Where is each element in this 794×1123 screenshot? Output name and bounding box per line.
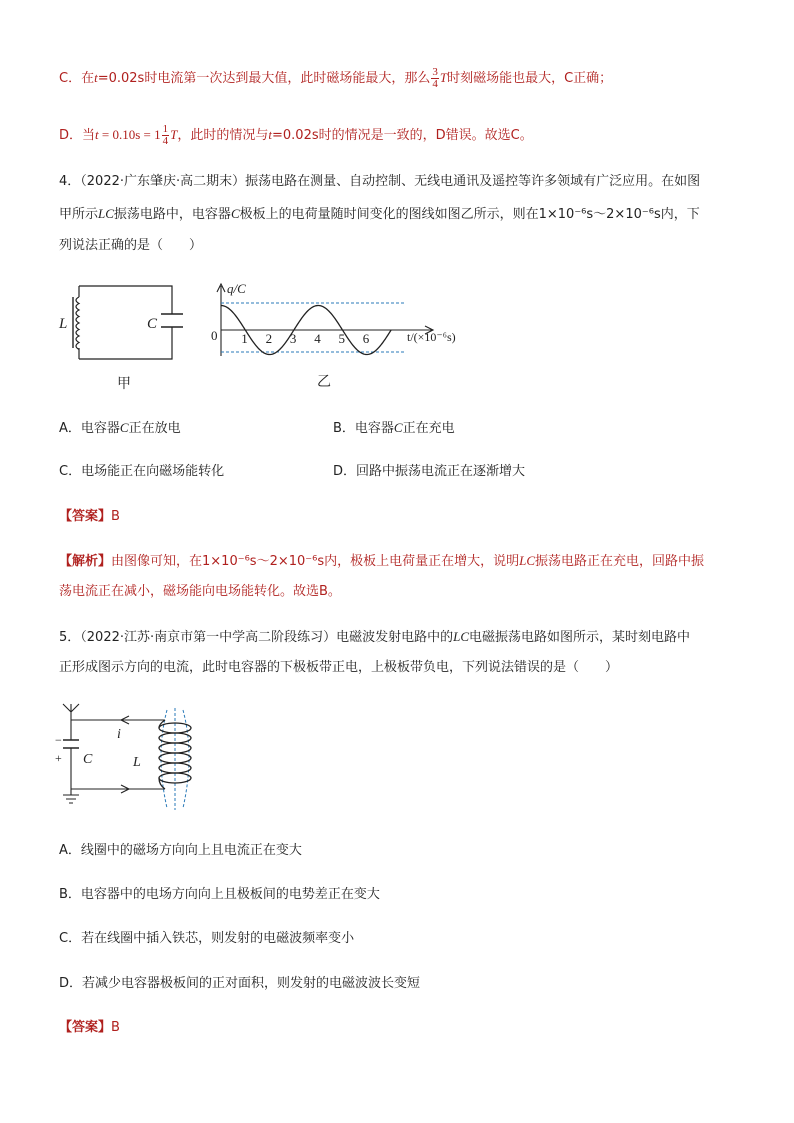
q5-option-a[interactable]: A．线圈中的磁场方向向上且电流正在变大 [59,843,302,858]
q4-answer: 【答案】B [59,509,120,524]
q4-option-b[interactable]: B．电容器C正在充电 [333,420,455,436]
current-label-i: i [117,727,121,742]
q4-figure-yi-q-t-graph [205,278,475,396]
fraction-one-quarter: $\frac{1}{4}$ [162,123,169,147]
y-axis-label: q/C [227,281,246,296]
inductor-coil [76,297,79,350]
x-tick-label-6: 6 [362,331,370,346]
explanation-option-d: D．当t = 0.10s = 1 $\frac{1}{4}$ T，此时的情况与t=0.02s时的情况是一致的，D错误。故选C。 [59,123,533,147]
q4-option-a[interactable]: A．电容器C正在放电 [59,420,181,436]
figure-caption-jia: 甲 [117,377,131,392]
fraction-three-quarters: $\frac{3}{4}$ [432,66,438,90]
q5-inductor-label: L [133,755,141,770]
q4-option-c[interactable]: C．电场能正在向磁场能转化 [59,464,225,479]
q5-option-b[interactable]: B．电容器中的电场方向向上且极板间的电势差正在变大 [59,887,380,902]
q4-analysis-line2: 荡电流正在减小，磁场能向电场能转化。故选B。 [59,584,341,599]
capacitor-label: C [147,316,158,332]
figure-caption-yi: 乙 [317,375,331,390]
plus-sign: + [55,751,62,765]
q4-figure-jia-lc-circuit [55,280,185,395]
q5-figure-antenna-circuit [55,700,215,815]
q5-stem-line2: 正形成图示方向的电流，此时电容器的下极板带正电，上极板带负电，下列说法错误的是（ ） [59,660,619,675]
q4-stem-line1: 4．（2022·广东肇庆·高二期末）振荡电路在测量、自动控制、无线电通讯及遥控等许多领域有广泛应用。在如图 [59,174,701,189]
inductor-label: L [59,316,68,332]
ground-icon [63,795,79,803]
minus-sign: − [55,733,62,747]
explanation-option-c: C．在t=0.02s时电流第一次达到最大值，此时磁场能最大，那么 $\frac{3}{4}$ T时刻磁场能也最大，C正确； [59,66,613,90]
q5-capacitor-label: C [83,752,93,767]
q4-analysis-line1: 【解析】由图像可知，在1×10⁻⁶s～2×10⁻⁶s内，极板上电荷量正在增大，说明LC振荡电路正在充电，回路中振 [59,553,705,569]
x-tick-label-4: 4 [314,331,321,346]
q4-option-d[interactable]: D．回路中振荡电流正在逐渐增大 [333,464,526,479]
q4-stem-line2: 甲所示LC振荡电路中，电容器C极板上的电荷量随时间变化的图线如图乙所示，则在1×10⁻⁶s～2×10⁻⁶s内，下 [59,206,700,222]
q4-stem-line3: 列说法正确的是（ ） [59,238,203,253]
x-tick-label-1: 1 [241,331,248,346]
q5-answer: 【答案】B [59,1020,120,1035]
x-axis-label: t/(×10⁻⁶s) [407,330,456,344]
q5-stem-line1: 5．（2022·江苏·南京市第一中学高二阶段练习）电磁波发射电路中的LC电磁振荡电路如图所示，某时刻电路中 [59,629,691,645]
x-tick-label-5: 5 [338,331,345,346]
q5-option-d[interactable]: D．若减少电容器极板间的正对面积，则发射的电磁波波长变短 [59,976,421,991]
antenna-icon [63,704,79,740]
x-tick-label-3: 3 [289,331,297,346]
x-tick-label-2: 2 [265,331,273,346]
origin-label: 0 [211,328,218,343]
q5-option-c[interactable]: C．若在线圈中插入铁芯，则发射的电磁波频率变小 [59,931,355,946]
